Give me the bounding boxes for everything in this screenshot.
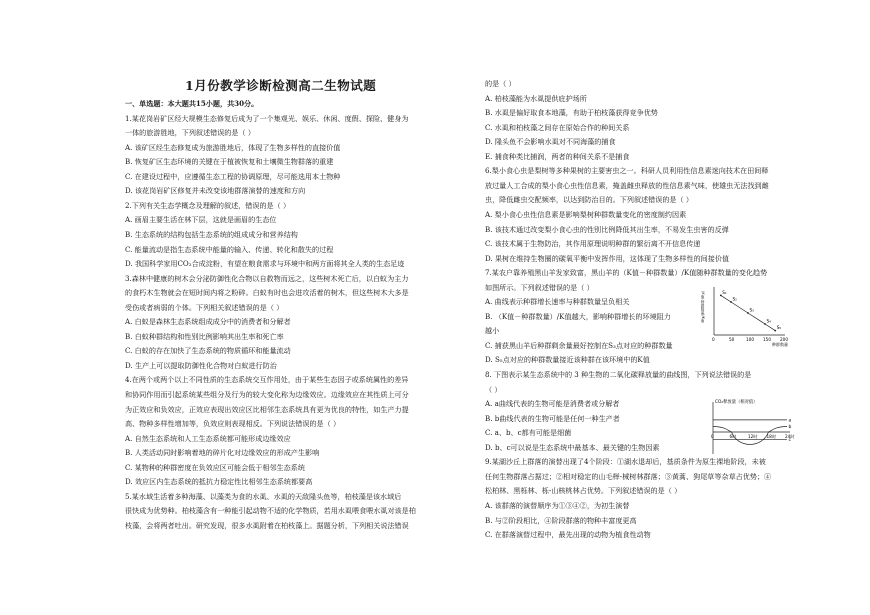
co2-release-chart xyxy=(705,398,793,458)
question-line: 越小 xyxy=(485,326,500,336)
question-line: C. 该技术属于生物防治，其作用原理说明种群的繁衍离不开信息传递 xyxy=(485,239,701,249)
question-line: B. 白蚁种群结构和性别比例影响其出生率和死亡率 xyxy=(125,331,284,341)
question-line: A. 画眉主要生活在林下层，这就是画眉的生态位 xyxy=(125,215,277,225)
question-line: C. 在群落演替过程中，最先出现的动物为植食性动物 xyxy=(485,530,651,540)
x-tick-label: 150 xyxy=(763,337,771,342)
y-axis-label: CO₂释放量（相对值） xyxy=(715,400,758,405)
question-line: 枝藻，会将两者吐出。研究发现，很多水虱附着在柏枝藻上。据题分析，下列相关说法错误 xyxy=(125,520,409,530)
question-line: C. 能量流动是指生态系统中能量的输入、传递、转化和散失的过程 xyxy=(125,244,334,254)
question-line: B. 恢复矿区生态环境的关键在于植被恢复和土壤微生物群落的重建 xyxy=(125,157,334,167)
x-tick-label: 100 xyxy=(746,337,754,342)
question-line: D. 效应区内生态系统的抵抗力稳定性比相邻生态系统都要高 xyxy=(125,477,313,487)
question-line: 的食朽木生物就会在短时间内将之粉碎。白蚁有时也会进攻活着的树木，但这些树木大多是 xyxy=(125,288,409,298)
question-line: 任何生物群落占据过；②相对稳定的山毛榉-械树林群落；③黄蒿、狗尾草等杂草占优势；④ xyxy=(485,471,772,481)
question-line: B. 生态系统的结构包括生态系统的组成成分和营养结构 xyxy=(125,229,298,239)
x-tick-label: 0 xyxy=(712,337,715,342)
x-tick-label: 6时 xyxy=(729,434,737,439)
question-line: A. 柏枝藻能为水虱提供庇护场所 xyxy=(485,93,587,103)
point-label: S₂ xyxy=(732,296,737,302)
question-line: 1.某花岗岩矿区经大规模生态修复后成为了一个集观光、娱乐、休闲、度假、探险、健身为 xyxy=(125,113,409,123)
question-line: 一、单选题：本大题共15小题，共30分。 xyxy=(125,99,259,108)
question-line: 9.某湖沙丘上群落的演替出现了4个阶段：①湖水退却后，基质条件为原生裸地阶段，未被 xyxy=(485,457,766,467)
question-line: 2.下列有关生态学概念及理解的叙述，错误的是（ ） xyxy=(125,200,291,210)
question-line: 如图所示。下列叙述错误的是（ ） xyxy=(485,282,594,292)
question-line: 7.某农户靠养殖黑山羊发家致富，黑山羊的（K值－种群数量）/K值随种群数量的变化趋势 xyxy=(485,268,768,278)
question-line: B. （K值－种群数量）/K值越大，影响种群增长的环境阻力 xyxy=(485,311,671,321)
question-line: D. 我国科学家用CO₂合成淀粉，有望在粮食需求与环境中和两方面将其全人类的生态足迹 xyxy=(125,259,405,269)
question-line: C. 水虱和柏枝藻之间存在原始合作的种间关系 xyxy=(485,122,630,132)
question-line: A. 该群落的演替顺序为①③④②，为初生演替 xyxy=(485,500,630,510)
question-line: 5.某水域生活着多种海藻、以藻类为食的水虱、水虱的天敌隆头鱼等，柏枝藻是该水域后 xyxy=(125,491,402,501)
question-line: 虫，降低雌虫交配频率，以达到防治目的。下列叙述错误的是（ ） xyxy=(485,195,693,205)
question-line: B. b曲线代表的生物可能是任何一种生产者 xyxy=(485,413,620,423)
question-line: 放过量人工合成的梨小食心虫性信息素，掩盖雌虫释放的性信息素气味，使雄虫无法找到雌 xyxy=(485,180,769,190)
question-line: D. 果树在维持生物圈的碳氧平衡中发挥作用，这体现了生物多样性的间接价值 xyxy=(485,253,730,263)
page-title: 1月份教学诊断检测高二生物试题 xyxy=(185,78,377,93)
question-line: D. 生产上可以提取防御性化合物对白蚁进行防治 xyxy=(125,360,277,370)
question-line: 8. 下图表示某生态系统中的 3 种生物的二氧化碳释放量的曲线图，下列说法错误的是 xyxy=(485,370,752,379)
question-line: A. 自然生态系统和人工生态系统都可能形成边缘效应 xyxy=(125,433,291,443)
question-line: C. 在建设过程中，应遵循生态工程的协调原理，尽可能选用本土物种 xyxy=(125,171,341,181)
question-line: 一体的旅游胜地，下列叙述错误的是（ ） xyxy=(125,128,255,138)
x-tick-label: 24时 xyxy=(785,434,795,439)
point-label: S₄ xyxy=(766,318,771,324)
x-tick-label: 200 xyxy=(780,337,788,342)
question-line: A. 梨小食心虫性信息素是影响梨树种群数量变化的密度制约因素 xyxy=(485,209,687,219)
question-line: A. 曲线表示种群增长速率与种群数量呈负相关 xyxy=(485,297,630,307)
x-tick-label: 18时 xyxy=(766,434,777,439)
question-line: 很快成为优势种。柏枝藻含有一种能引起动物不适的化学物质，若用水虱喂食喂水虱对该是柏 xyxy=(125,506,416,516)
x-tick-label: 50 xyxy=(729,337,735,342)
question-line: 受伤或者病弱的个体。下列相关叙述错误的是（ ） xyxy=(125,302,284,312)
question-line: A. 白蚁是森林生态系统组成成分中的消费者和分解者 xyxy=(125,317,291,327)
y-axis-label: (K值-种群数量)/K值 xyxy=(701,291,705,323)
question-line: B. 该技术通过改变梨小食心虫的性别比例降低其出生率，不易发生虫害的反弹 xyxy=(485,224,729,234)
question-line: 4.在两个或两个以上不同性质的生态系统交互作用处，由于某些生态因子或系统属性的差异 xyxy=(125,375,409,385)
question-line: B. 水虱是偏好取食本地藻，有助于柏枝藻获得竞争优势 xyxy=(485,108,658,118)
x-axis-label: 种群数量 xyxy=(772,342,788,347)
k-value-chart xyxy=(700,285,790,347)
question-line: 的是（ ） xyxy=(485,79,516,88)
question-line: 高、物种多样性增加等，负效应则表现相反。下列说法错误的是（ ） xyxy=(125,419,341,429)
series-a-label: a xyxy=(788,418,792,424)
series-b-label: b xyxy=(788,425,792,430)
question-line: 6.梨小食心虫是梨树等多种果树的主要害虫之一。科研人员利用性信息素迷向技术在田间释 xyxy=(485,166,769,176)
series-c-label: c xyxy=(788,438,791,444)
question-line: 3.森林中健康的树木会分泌防御性化合物以自救物而远之，这些树木死亡后，以白蚁为主力 xyxy=(125,273,409,283)
question-line: 和协同作用而引起系统某些组分及行为的较大变化称为边缘效应。边缘效应在其性质上可分 xyxy=(125,390,409,399)
question-line: D. 隆头鱼不会影响水虱对不同海藻的捕食 xyxy=(485,137,616,147)
question-line: E. 捕食种类比捕润，两者的种间关系不是捕食 xyxy=(485,151,630,161)
question-line: D. S₅点对应的种群数量接近该种群在该环境中的K值 xyxy=(485,355,650,365)
point-label: S₃ xyxy=(749,307,754,313)
question-line: C. a、b、c都有可能是细菌 xyxy=(485,428,572,438)
question-line: （ ） xyxy=(485,384,502,394)
x-tick-label: 12时 xyxy=(748,434,758,439)
question-line: D. b、c可以说是生态系统中最基本、最关键的生物因素 xyxy=(485,442,660,452)
point-label: S₅ xyxy=(776,325,782,331)
x-tick-label: 0 xyxy=(711,434,714,439)
question-line: B. 与②阶段相比，④阶段群落的物种丰富度更高 xyxy=(485,515,637,525)
question-line: 松柏林、黑栎林、栎-山核桃林占优势。下列叙述错误的是（ ） xyxy=(485,486,682,496)
question-line: A. a曲线代表的生物可能是消费者或分解者 xyxy=(485,399,620,409)
point-label: S₁ xyxy=(722,289,727,295)
question-line: D. 该花岗岩矿区修复并未改变该地群落演替的速度和方向 xyxy=(125,186,306,196)
question-line: C. 某物种的种群密度在负效应区可能会低于相邻生态系统 xyxy=(125,462,305,472)
question-line: 为正效应和负效应，正效应表现出效应区比相邻生态系统具有更为优良的特性，如生产力提 xyxy=(125,404,409,414)
question-line: C. 捕获黑山羊后种群剩余量最好控制在S₃点对应的种群数量 xyxy=(485,340,673,350)
question-line: C. 白蚁的存在加快了生态系统的物质循环和能量流动 xyxy=(125,346,291,356)
question-line: B. 人类活动同时影响着地的碎片化对边缘效应的形成产生影响 xyxy=(125,448,320,458)
question-line: A. 该矿区经生态修复成为旅游胜地后，体现了生物多样性的直接价值 xyxy=(125,142,341,152)
